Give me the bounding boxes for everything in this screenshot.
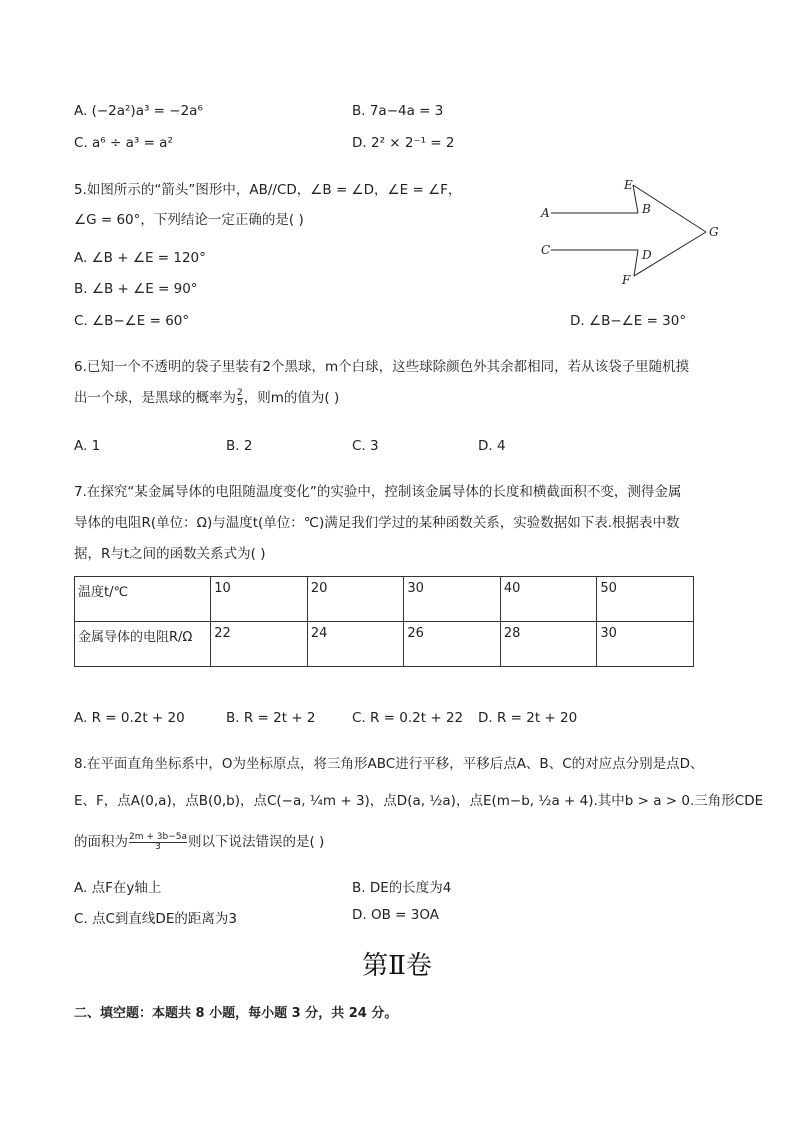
- q7-option-b: B. R = 2t + 2: [226, 710, 316, 726]
- table-cell: 20: [307, 577, 404, 622]
- q6-probability-fraction: $\frac{2}{5}$: [237, 387, 243, 408]
- q6-option-b: B. 2: [226, 438, 253, 454]
- section-title: 第Ⅱ卷: [362, 951, 432, 981]
- q5-option-c: C. ∠B−∠E = 60°: [74, 313, 190, 329]
- label-A: A: [541, 206, 550, 220]
- table-cell: 28: [500, 622, 597, 667]
- q6-stem-line2: [74, 386, 339, 408]
- q5-option-a: A. ∠B + ∠E = 120°: [74, 250, 206, 266]
- q8-stem-line2: E、F，点A(0,a)，点B(0,b)，点C(−a, ¼m + 3)，点D(a, ½a)，点E(m−b, ½a + 4).其中b > a > 0.三角形CDE: [74, 793, 764, 809]
- q6-stem-line2-post: ，则m的值为( ): [243, 390, 340, 406]
- q6-option-d: D. 4: [478, 438, 506, 454]
- q8-option-c: C. 点C到直线DE的距离为3: [74, 911, 237, 927]
- section2-heading: 二、填空题：本题共 8 小题，每小题 3 分，共 24 分。: [74, 1006, 398, 1021]
- segment-FD: [634, 250, 638, 276]
- q6-option-a: A. 1: [74, 438, 101, 454]
- q4-option-c: C. a⁶ ÷ a³ = a²: [74, 135, 173, 151]
- q4-option-b: B. 7a−4a = 3: [352, 103, 444, 119]
- q7-option-c: C. R = 0.2t + 22: [352, 710, 464, 726]
- table-cell: 26: [404, 622, 501, 667]
- table-row: [75, 577, 694, 622]
- table-cell: 40: [500, 577, 597, 622]
- table-cell: 50: [597, 577, 694, 622]
- q8-stem-line3-pre: 的面积为: [74, 834, 128, 850]
- q7-data-table: [74, 576, 694, 667]
- table-cell: 30: [597, 622, 694, 667]
- table-header-resistance: 金属导体的电阻R/Ω: [75, 622, 211, 667]
- q8-option-b: B. DE的长度为4: [352, 880, 452, 896]
- q8-area-fraction: $\frac{2m + 3b-5a}{3}$: [129, 831, 187, 852]
- arrow-figure: [530, 172, 730, 292]
- q8-stem-line1: 8.在平面直角坐标系中，O为坐标原点，将三角形ABC进行平移，平移后点A、B、C的对应点分别是点D、: [74, 756, 704, 772]
- label-F: F: [622, 273, 631, 287]
- table-cell: 24: [307, 622, 404, 667]
- segment-BE: [633, 185, 638, 213]
- q5-stem-line2: ∠G = 60°，下列结论一定正确的是( ): [74, 212, 304, 228]
- q7-stem-line1: 7.在探究“某金属导体的电阻随温度变化”的实验中，控制该金属导体的长度和横截面积不变，测得金属: [74, 484, 682, 500]
- q8-option-d: D. OB = 3OA: [352, 907, 439, 923]
- q7-stem-line2: 导体的电阻R(单位：Ω)与温度t(单位：℃)满足我们学过的某种函数关系，实验数据如下表.根据表中数: [74, 515, 680, 531]
- q8-stem-line3: [74, 830, 324, 852]
- q8-stem-line3-post: 则以下说法错误的是( ): [187, 834, 325, 850]
- q5-option-d: D. ∠B−∠E = 30°: [570, 313, 687, 329]
- q5-option-b: B. ∠B + ∠E = 90°: [74, 281, 198, 297]
- q6-option-c: C. 3: [352, 438, 379, 454]
- table-cell: 22: [211, 622, 308, 667]
- table-header-temperature: 温度t/℃: [75, 577, 211, 622]
- label-B: B: [642, 202, 651, 216]
- q8-option-a: A. 点F在y轴上: [74, 880, 162, 896]
- q6-stem-line2-pre: 出一个球，是黑球的概率为: [74, 390, 236, 406]
- label-D: D: [642, 248, 652, 262]
- q4-option-a: A. (−2a²)a³ = −2a⁶: [74, 103, 203, 119]
- label-G: G: [709, 225, 719, 239]
- q5-stem-line1: 5.如图所示的“箭头”图形中，AB//CD，∠B = ∠D，∠E = ∠F，: [74, 182, 462, 198]
- q6-stem-line1: 6.已知一个不透明的袋子里装有2个黑球，m个白球，这些球除颜色外其余都相同，若从该袋子里随机摸: [74, 359, 690, 375]
- q7-option-a: A. R = 0.2t + 20: [74, 710, 185, 726]
- table-row: [75, 622, 694, 667]
- label-C: C: [541, 243, 551, 257]
- label-E: E: [624, 178, 633, 192]
- q4-option-d: D. 2² × 2⁻¹ = 2: [352, 135, 455, 151]
- q7-stem-line3: 据，R与t之间的函数关系式为( ): [74, 546, 266, 562]
- q7-option-d: D. R = 2t + 20: [478, 710, 578, 726]
- table-cell: 10: [211, 577, 308, 622]
- table-cell: 30: [404, 577, 501, 622]
